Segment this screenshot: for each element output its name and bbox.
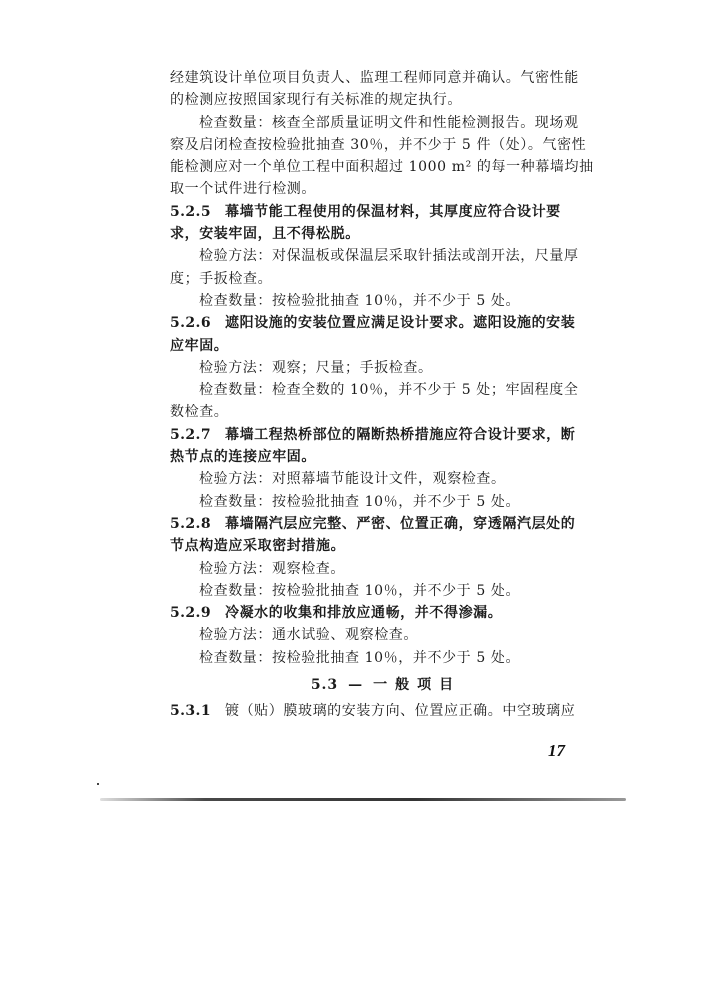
scan-speck	[97, 783, 99, 785]
clause-number: 5.2.6	[170, 315, 211, 332]
text-line: 取一个试件进行检测。	[170, 181, 316, 198]
clause-5-2-7: 5.2.7 幕墙工程热桥部位的隔断热桥措施应符合设计要求，断	[170, 426, 576, 443]
clause-5-2-9: 5.2.9 冷凝水的收集和排放应通畅，并不得渗漏。	[170, 605, 503, 622]
page-number: 17	[548, 741, 565, 760]
section-title: 一般项目	[373, 677, 462, 694]
text-line: 数检查。	[170, 404, 229, 421]
text-line: 检验方法：通水试验、观察检查。	[199, 627, 418, 644]
clause-5-3-1: 5.3.1 镀（贴）膜玻璃的安装方向、位置应正确。中空玻璃应	[170, 703, 576, 720]
section-number: 5.3	[310, 677, 339, 694]
text-line: 检验方法：对照幕墙节能设计文件，观察检查。	[199, 471, 506, 488]
clause-5-2-6: 5.2.6 遮阳设施的安装位置应满足设计要求。遮阳设施的安装	[170, 315, 576, 332]
clause-5-2-5: 5.2.5 幕墙节能工程使用的保温材料，其厚度应符合设计要	[170, 203, 561, 220]
section-dash: —	[348, 677, 364, 694]
clause-number: 5.2.7	[170, 426, 211, 443]
page-edge-line	[100, 798, 626, 801]
text-line: 检验方法：观察；尺量；手扳检查。	[199, 359, 433, 376]
text-line: 检查数量：按检验批抽查 10％，并不少于 5 处。	[199, 292, 521, 309]
clause-number: 5.2.8	[170, 515, 211, 532]
text-line: 能检测应对一个单位工程中面积超过 1000 m² 的每一种幕墙均抽	[170, 159, 594, 176]
text-line: 度；手扳检查。	[170, 270, 273, 287]
clause-number: 5.2.5	[170, 203, 211, 220]
clause-number: 5.3.1	[170, 703, 211, 720]
text-line: 经建筑设计单位项目负责人、监理工程师同意并确认。气密性能	[170, 70, 579, 86]
clause-5-2-8: 5.2.8 幕墙隔汽层应完整、严密、位置正确，穿透隔汽层处的	[170, 515, 576, 532]
text-line: 节点构造应采取密封措施。	[170, 538, 346, 555]
body-text	[170, 67, 594, 722]
clause-number: 5.2.9	[170, 605, 211, 622]
section-heading	[170, 674, 590, 696]
text-line: 求，安装牢固，且不得松脱。	[170, 226, 360, 243]
text-line: 察及启闭检查按检验批抽查 30％，并不少于 5 件（处）。气密性	[170, 136, 587, 153]
text-line: 应牢固。	[170, 337, 229, 354]
text-line: 检验方法：对保温板或保温层采取针插法或剖开法，尺量厚	[199, 248, 579, 265]
text-line: 检查数量：按检验批抽查 10％，并不少于 5 处。	[199, 582, 521, 599]
text-line: 热节点的连接应牢固。	[170, 449, 316, 466]
text-line: 检查数量：按检验批抽查 10％，并不少于 5 处。	[199, 493, 521, 510]
text-line: 检查数量：检查全数的 10％，并不少于 5 处；牢固程度全	[199, 382, 579, 399]
text-line: 检查数量：核查全部质量证明文件和性能检测报告。现场观	[199, 114, 579, 131]
text-line: 的检测应按照国家现行有关标准的规定执行。	[170, 92, 462, 109]
text-line: 检查数量：按检验批抽查 10％，并不少于 5 处。	[199, 649, 521, 666]
text-line: 检验方法：观察检查。	[199, 560, 345, 577]
